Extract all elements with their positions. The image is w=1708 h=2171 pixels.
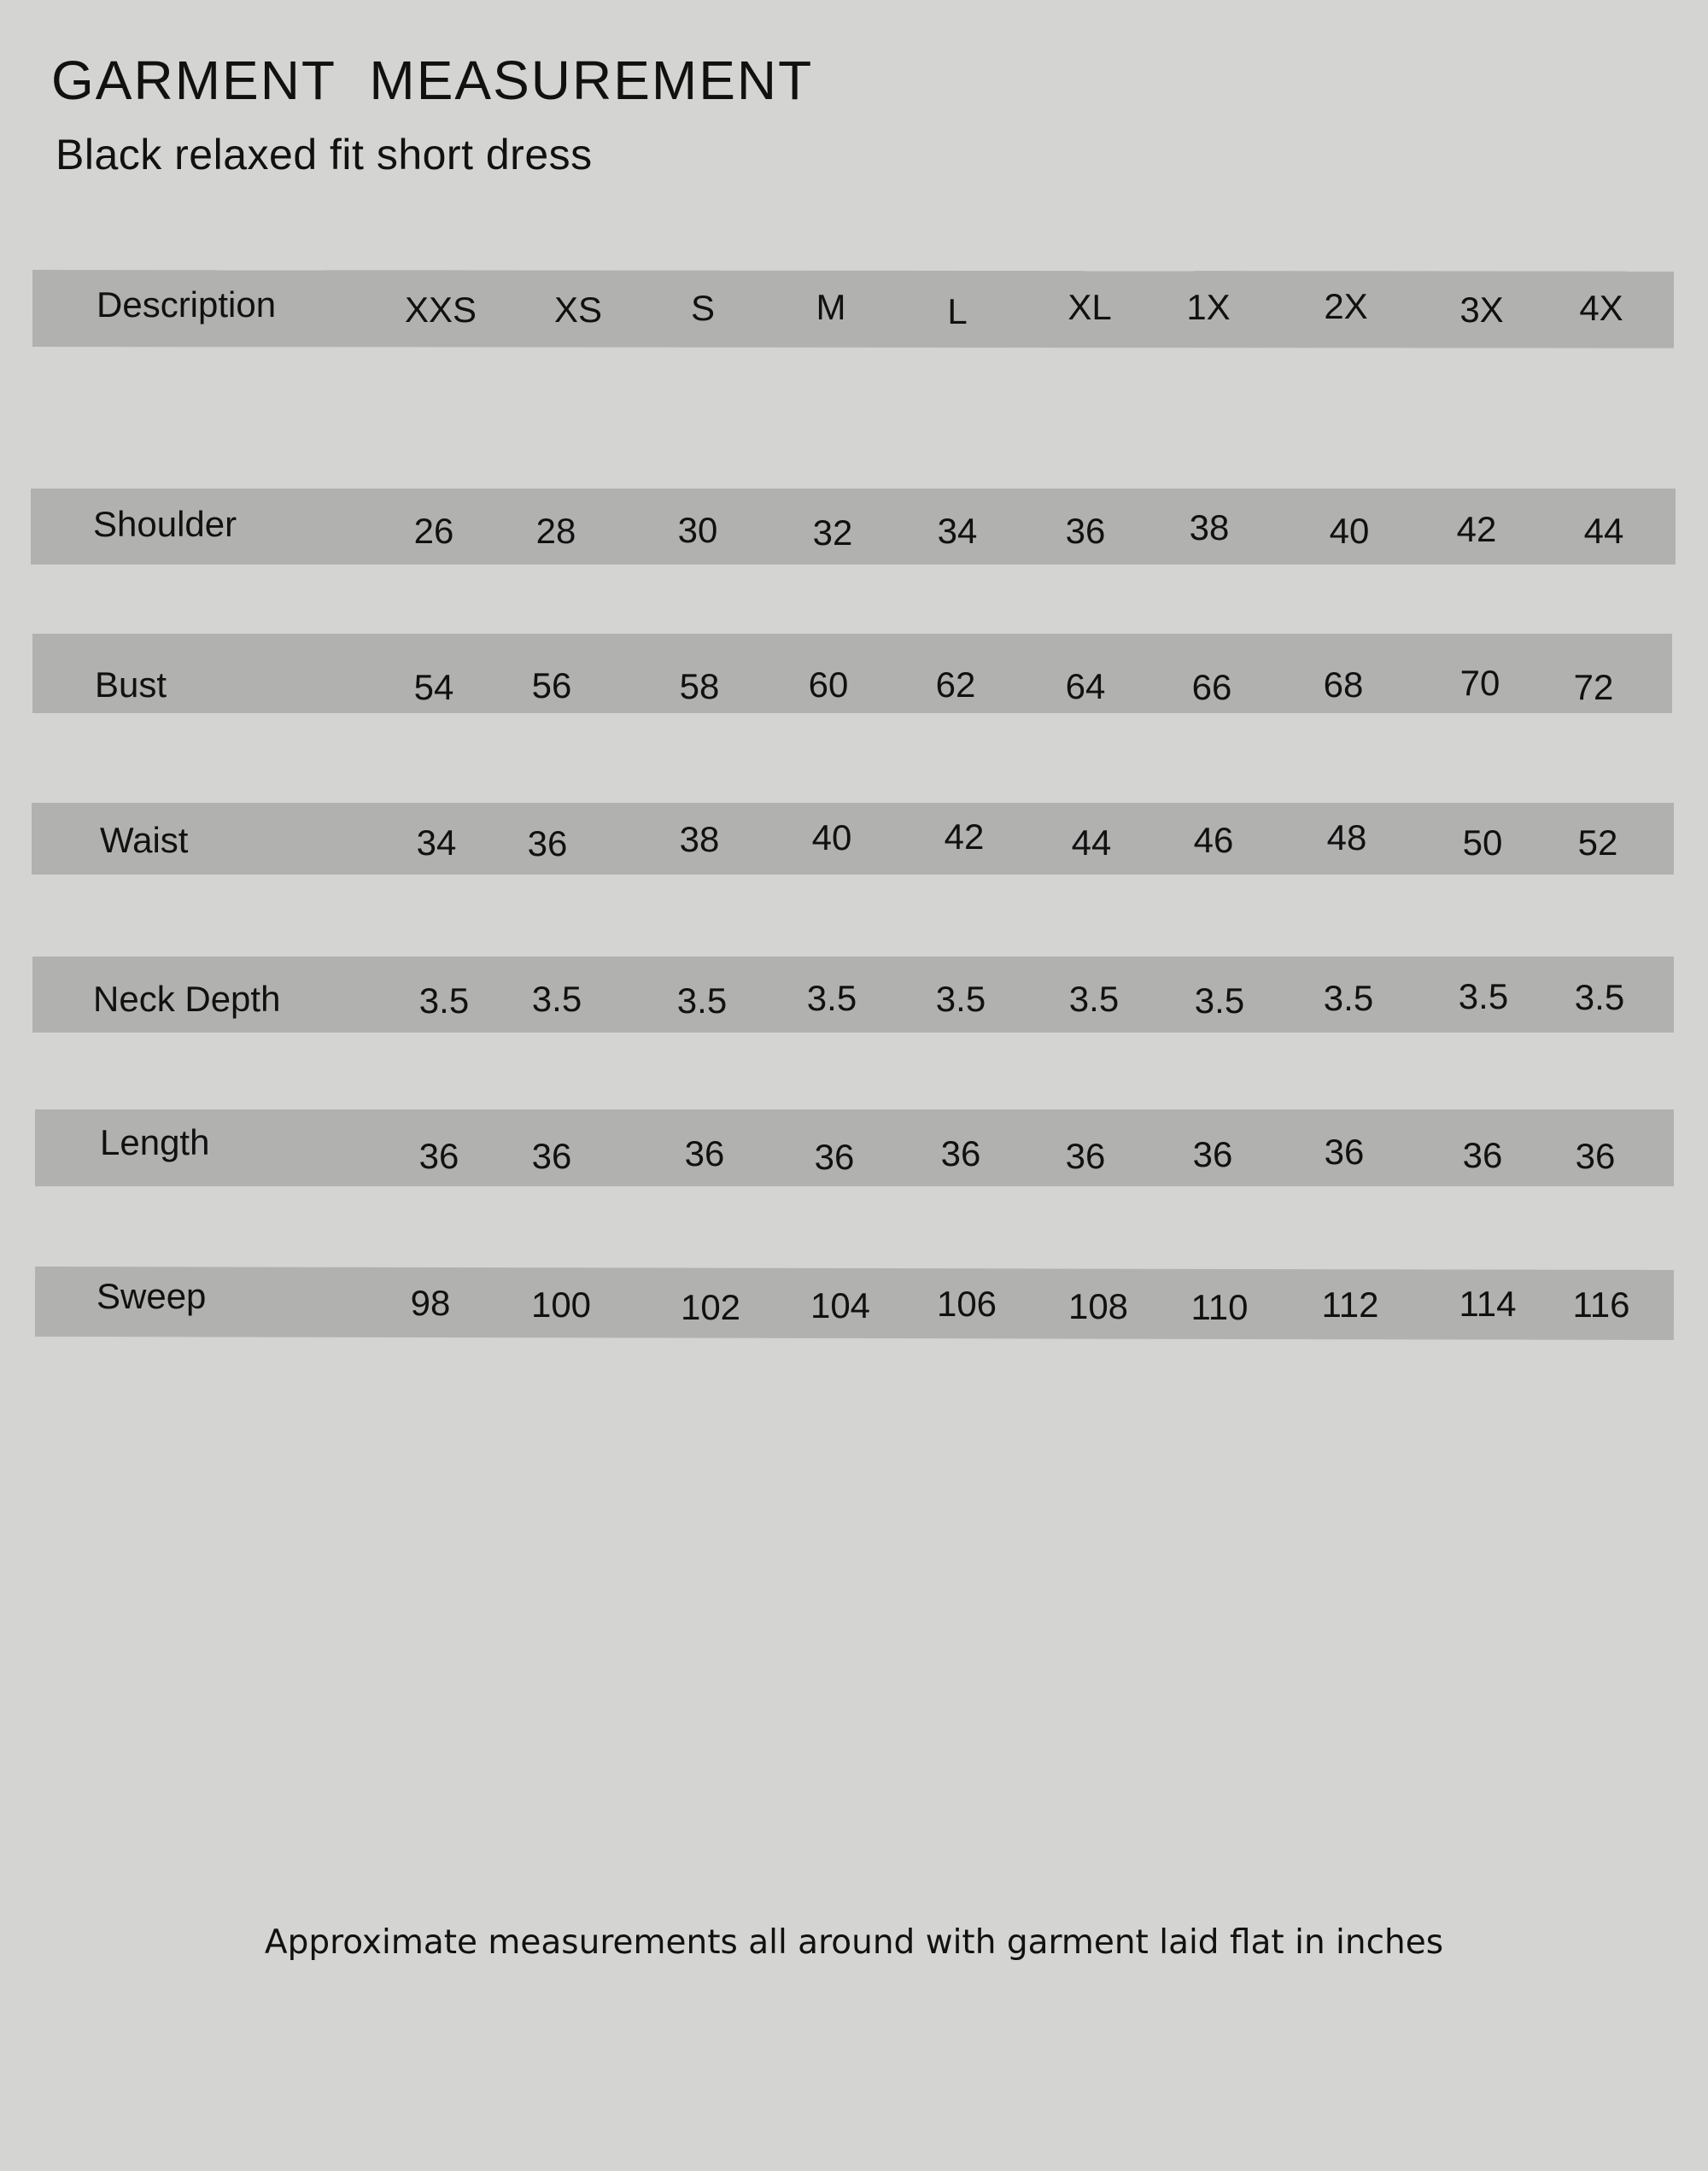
table-cell: 36 xyxy=(531,1136,572,1176)
table-cell: 3.5 xyxy=(806,978,857,1018)
row-label-waist: Waist xyxy=(100,820,189,860)
row-label-bust: Bust xyxy=(95,664,167,705)
table-cell: 3.5 xyxy=(1574,977,1625,1017)
table-cell: 42 xyxy=(1456,509,1497,549)
table-cell: 3.5 xyxy=(935,979,986,1019)
row-label-shoulder: Shoulder xyxy=(93,504,237,544)
page-subtitle: Black relaxed fit short dress xyxy=(56,131,593,178)
table-cell: 32 xyxy=(812,512,853,553)
table-cell: 98 xyxy=(410,1283,451,1323)
row-band-shoulder xyxy=(31,489,1676,565)
table-cell: 26 xyxy=(413,511,454,551)
table-cell: 3.5 xyxy=(1323,978,1374,1018)
table-cell: 52 xyxy=(1577,822,1618,863)
table-cell: 36 xyxy=(418,1136,459,1176)
table-cell: 34 xyxy=(937,511,978,551)
table-cell: 102 xyxy=(680,1287,741,1327)
table-cell: 110 xyxy=(1190,1287,1249,1327)
table-cell: 36 xyxy=(814,1137,855,1177)
table-cell: 3.5 xyxy=(1068,979,1120,1019)
header-size-xs: XS xyxy=(553,290,603,330)
row-label-sweep: Sweep xyxy=(97,1276,207,1316)
header-size-xl: XL xyxy=(1068,287,1112,327)
row-band-length xyxy=(35,1109,1674,1186)
table-cell: 112 xyxy=(1321,1284,1379,1325)
table-cell: 116 xyxy=(1572,1284,1630,1325)
table-cell: 40 xyxy=(1329,511,1370,551)
table-cell: 30 xyxy=(677,510,718,550)
table-cell: 36 xyxy=(1462,1135,1503,1175)
table-cell: 36 xyxy=(1324,1132,1365,1172)
table-cell: 3.5 xyxy=(676,980,728,1021)
table-cell: 38 xyxy=(1189,507,1230,547)
header-size-l: L xyxy=(947,291,968,331)
table-cell: 44 xyxy=(1071,822,1112,863)
header-size-4x: 4X xyxy=(1579,288,1623,328)
table-cell: 36 xyxy=(1065,1136,1106,1176)
table-cell: 100 xyxy=(530,1284,592,1325)
table-cell: 58 xyxy=(679,666,720,706)
table-cell: 40 xyxy=(811,817,852,857)
table-cell: 108 xyxy=(1068,1286,1129,1326)
table-cell: 3.5 xyxy=(1194,980,1245,1021)
header-band xyxy=(32,270,1674,348)
table-cell: 68 xyxy=(1323,664,1364,705)
table-cell: 56 xyxy=(531,665,572,705)
table-cell: 50 xyxy=(1462,822,1503,863)
table-cell: 36 xyxy=(1065,511,1106,551)
table-cell: 114 xyxy=(1459,1284,1517,1324)
page-title: GARMENT MEASUREMENT xyxy=(51,50,814,111)
table-cell: 36 xyxy=(684,1133,725,1173)
table-cell: 36 xyxy=(1575,1136,1616,1176)
header-size-xxs: XXS xyxy=(404,290,477,330)
row-band-waist xyxy=(32,803,1674,875)
table-cell: 3.5 xyxy=(418,980,470,1021)
table-cell: 62 xyxy=(935,664,976,705)
header-description-label: Description xyxy=(97,284,277,325)
table-cell: 66 xyxy=(1191,667,1232,707)
table-cell: 60 xyxy=(808,664,849,705)
row-label-neck-depth: Neck Depth xyxy=(93,979,281,1019)
table-cell: 70 xyxy=(1459,663,1500,703)
table-cell: 64 xyxy=(1065,666,1106,706)
table-cell: 36 xyxy=(940,1133,981,1173)
header-size-s: S xyxy=(690,288,716,328)
table-cell: 72 xyxy=(1573,667,1614,707)
header-size-1x: 1X xyxy=(1186,287,1231,327)
table-cell: 104 xyxy=(810,1285,871,1325)
table-cell: 42 xyxy=(944,816,985,857)
table-cell: 48 xyxy=(1326,817,1367,857)
table-cell: 36 xyxy=(1192,1134,1233,1174)
table-cell: 54 xyxy=(413,667,454,707)
table-cell: 106 xyxy=(936,1284,997,1324)
table-cell: 46 xyxy=(1193,820,1234,860)
table-cell: 36 xyxy=(527,823,568,863)
table-cell: 28 xyxy=(535,511,576,551)
table-cell: 38 xyxy=(679,819,720,859)
measurement-footnote: Approximate measurements all around with garment laid flat in inches xyxy=(264,1923,1444,1962)
row-band-bust xyxy=(32,634,1672,713)
table-cell: 34 xyxy=(416,822,457,863)
header-size-2x: 2X xyxy=(1324,286,1368,326)
row-label-length: Length xyxy=(100,1122,210,1162)
header-size-3x: 3X xyxy=(1459,290,1504,330)
header-size-m: M xyxy=(816,287,846,327)
table-cell: 3.5 xyxy=(1458,976,1509,1016)
table-cell: 3.5 xyxy=(531,979,582,1019)
table-cell: 44 xyxy=(1583,511,1624,551)
